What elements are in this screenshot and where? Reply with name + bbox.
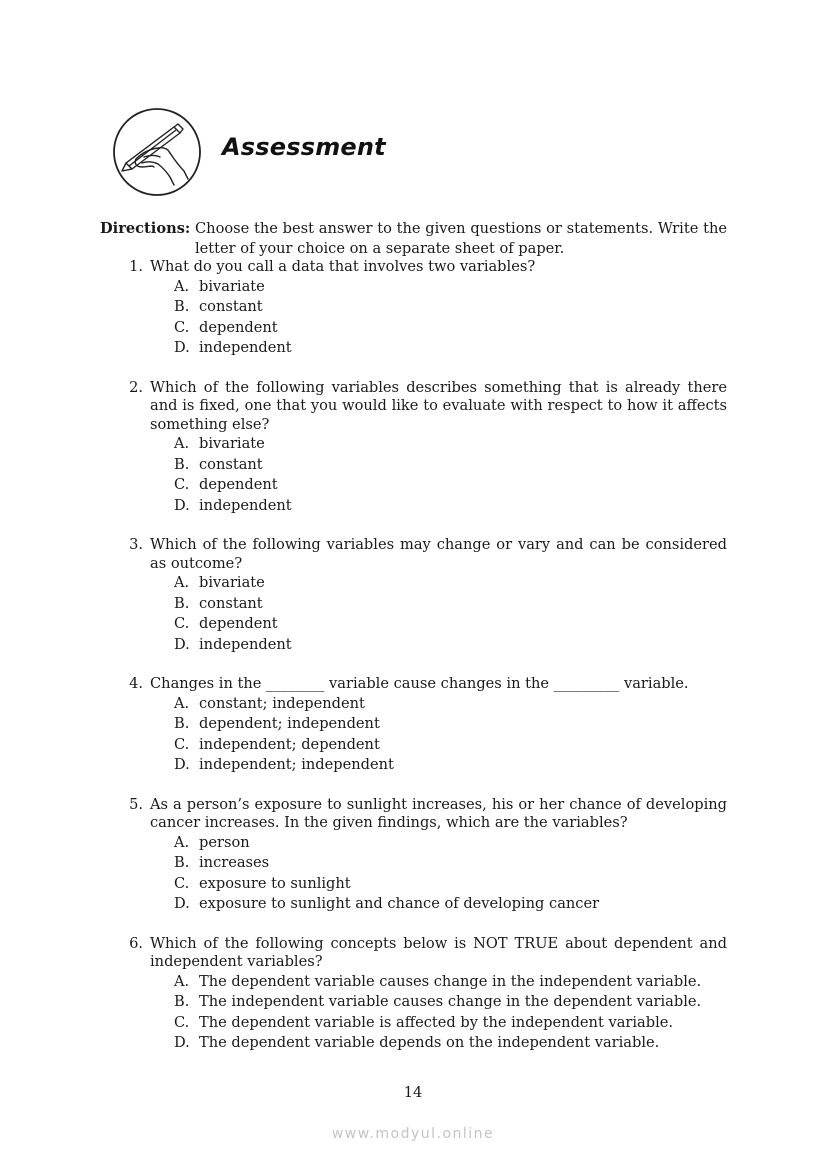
option-b <box>174 853 727 874</box>
question-6 <box>123 935 727 1054</box>
option-d <box>174 755 727 776</box>
option-text: constant <box>199 455 263 473</box>
option-letter: A. <box>174 694 190 712</box>
option-letter: C. <box>174 318 190 336</box>
option-letter: D. <box>174 339 190 356</box>
question-number: 1. <box>129 258 143 275</box>
option-letter: D. <box>174 756 190 773</box>
option-b <box>174 455 727 476</box>
question-5 <box>123 796 727 915</box>
option-letter: A. <box>174 574 190 591</box>
option-a <box>174 833 727 854</box>
question-number: 2. <box>129 378 143 396</box>
option-letter: A. <box>174 435 190 452</box>
question-3 <box>123 536 727 655</box>
option-list <box>174 833 727 915</box>
option-list <box>174 277 727 359</box>
option-text: exposure to sunlight and chance of developing cancer <box>199 895 600 912</box>
option-letter: C. <box>174 615 190 632</box>
option-text: increases <box>199 854 270 871</box>
question-text: Which of the following variables describes something that is already there and is fixed, one that you would like to evaluate with respect to how it affects something else? <box>150 378 727 433</box>
option-d <box>174 496 727 517</box>
question-text: What do you call a data that involves two variables? <box>150 258 536 275</box>
question-text: As a person’s exposure to sunlight increases, his or her chance of developing cancer increases. In the given findings, which are the variables? <box>150 795 727 831</box>
option-letter: B. <box>174 455 190 473</box>
option-letter: C. <box>174 735 190 753</box>
option-text: exposure to sunlight <box>199 874 351 892</box>
option-d <box>174 338 727 359</box>
option-text: independent <box>199 635 292 653</box>
option-letter: C. <box>174 874 190 892</box>
option-text: The dependent variable depends on the independent variable. <box>199 1034 660 1051</box>
option-b <box>174 714 727 735</box>
option-letter: C. <box>174 1013 190 1031</box>
option-a <box>174 277 727 298</box>
question-1 <box>123 258 727 359</box>
watermark: www.modyul.online <box>331 1126 495 1142</box>
option-list <box>174 434 727 516</box>
option-letter: A. <box>174 833 190 851</box>
option-letter: D. <box>174 895 190 912</box>
option-b <box>174 992 727 1013</box>
option-letter: D. <box>174 496 190 514</box>
option-text: dependent; independent <box>199 715 380 732</box>
option-letter: B. <box>174 993 190 1010</box>
option-text: dependent <box>199 615 278 632</box>
option-b <box>174 297 727 318</box>
option-a <box>174 694 727 715</box>
option-letter: A. <box>174 972 190 990</box>
option-text: dependent <box>199 318 278 336</box>
question-number: 6. <box>129 934 143 952</box>
option-letter: A. <box>174 277 190 295</box>
option-c <box>174 614 727 635</box>
option-letter: B. <box>174 594 190 612</box>
option-c <box>174 735 727 756</box>
option-list <box>174 573 727 655</box>
option-text: person <box>199 833 250 851</box>
option-text: independent; dependent <box>199 735 380 753</box>
question-number: 3. <box>129 536 143 553</box>
option-d <box>174 1033 727 1054</box>
option-text: The dependent variable causes change in the independent variable. <box>199 972 702 990</box>
option-text: bivariate <box>199 574 265 591</box>
option-text: bivariate <box>199 435 265 452</box>
question-number: 5. <box>129 795 143 813</box>
option-letter: D. <box>174 635 190 653</box>
option-d <box>174 635 727 656</box>
option-list <box>174 694 727 776</box>
pencil-hand-icon <box>112 107 202 197</box>
page-title: Assessment <box>222 133 386 161</box>
option-c <box>174 318 727 339</box>
option-letter: B. <box>174 298 190 315</box>
option-text: bivariate <box>199 277 265 295</box>
option-text: dependent <box>199 476 278 493</box>
option-c <box>174 1013 727 1034</box>
option-text: The independent variable causes change in the dependent variable. <box>199 993 702 1010</box>
page-number: 14 <box>403 1084 423 1101</box>
option-c <box>174 874 727 895</box>
option-letter: B. <box>174 715 190 732</box>
option-text: The dependent variable is affected by the independent variable. <box>199 1013 674 1031</box>
directions-text: Choose the best answer to the given questions or statements. Write the letter of your choice on a separate sheet of paper. <box>195 220 727 257</box>
option-list <box>174 972 727 1054</box>
question-text: Changes in the ________ variable cause changes in the _________ variable. <box>150 675 689 692</box>
option-c <box>174 475 727 496</box>
option-d <box>174 894 727 915</box>
option-a <box>174 972 727 993</box>
question-2 <box>123 379 727 517</box>
option-letter: B. <box>174 854 190 871</box>
option-a <box>174 434 727 455</box>
option-text: constant; independent <box>199 694 365 712</box>
directions-label: Directions: <box>100 220 191 237</box>
option-b <box>174 594 727 615</box>
option-a <box>174 573 727 594</box>
option-text: constant <box>199 594 263 612</box>
question-list <box>123 258 727 1074</box>
option-text: constant <box>199 298 263 315</box>
question-number: 4. <box>129 675 143 692</box>
option-text: independent; independent <box>199 756 394 773</box>
option-letter: D. <box>174 1034 190 1051</box>
directions-block <box>100 219 727 259</box>
question-text: Which of the following concepts below is NOT TRUE about dependent and independent variables? <box>150 934 727 970</box>
question-text: Which of the following variables may change or vary and can be considered as outcome? <box>150 536 727 572</box>
option-letter: C. <box>174 476 190 493</box>
option-text: independent <box>199 339 292 356</box>
question-4 <box>123 675 727 776</box>
option-text: independent <box>199 496 292 514</box>
